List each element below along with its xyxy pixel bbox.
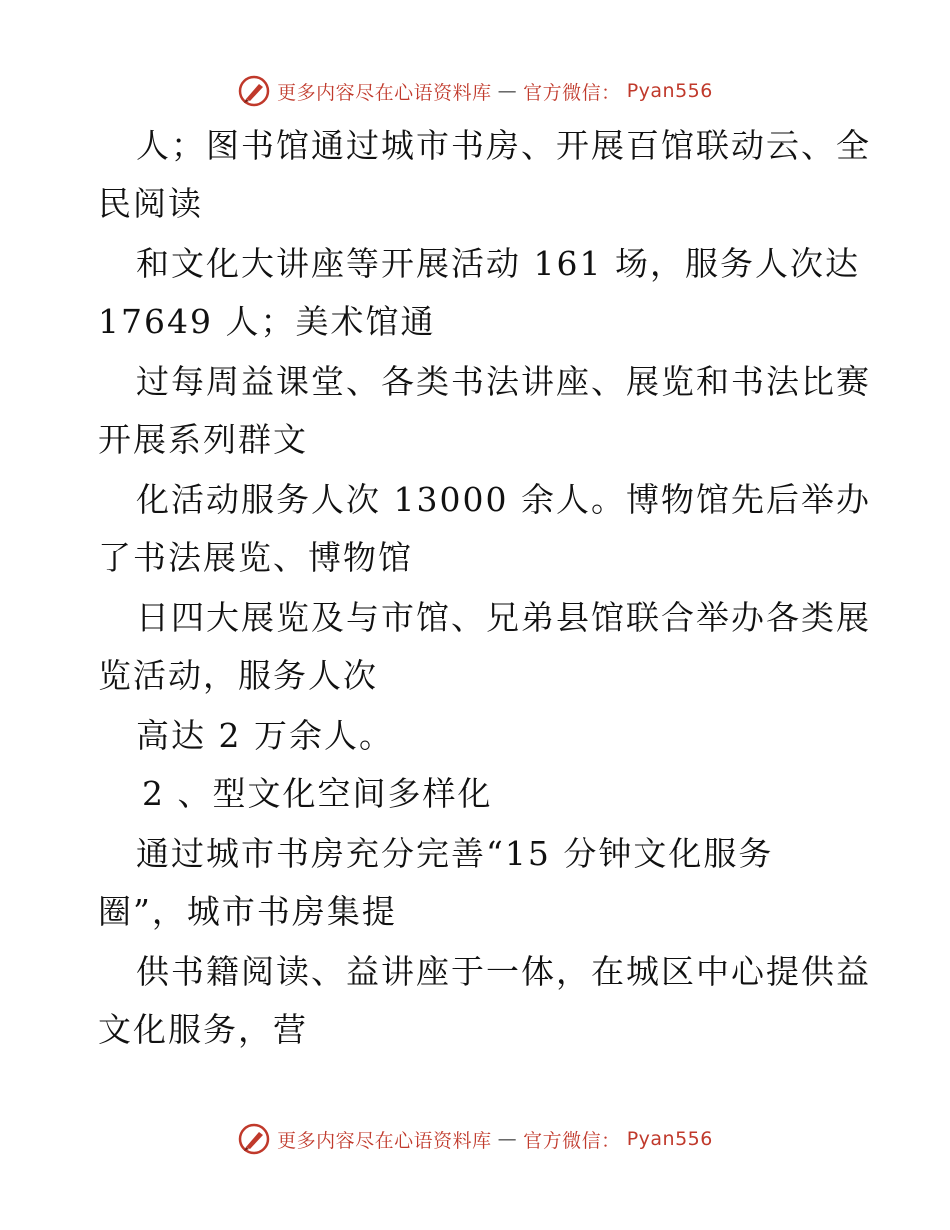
header-watermark xyxy=(0,74,950,108)
text-line: 17649 人；美术馆通 xyxy=(98,302,436,341)
watermark-label: 官方微信： xyxy=(523,1129,621,1152)
watermark-text: 更多内容尽在心语资料库 xyxy=(277,81,492,104)
text-line: 览活动，服务人次 xyxy=(98,656,378,695)
watermark-dash: — xyxy=(497,80,518,102)
text-line: 日四大展览及与市馆、兄弟县馆联合举办各类展 xyxy=(136,598,871,637)
watermark-text: 更多内容尽在心语资料库 xyxy=(277,1129,492,1152)
text-line: 和文化大讲座等开展活动 161 场，服务人次达 xyxy=(136,244,860,283)
text-line: 过每周益课堂、各类书法讲座、展览和书法比赛 xyxy=(136,362,871,401)
text-line: 供书籍阅读、益讲座于一体，在城区中心提供益 xyxy=(136,952,871,991)
watermark-label: 官方微信： xyxy=(523,81,621,104)
text-line: 民阅读 xyxy=(98,184,203,223)
text-line: 人；图书馆通过城市书房、开展百馆联动云、全 xyxy=(136,126,871,165)
text-line: 通过城市书房充分完善“15 分钟文化服务 xyxy=(136,834,774,873)
pen-logo-icon xyxy=(237,1122,271,1156)
text-line: 圈”，城市书房集提 xyxy=(98,892,397,931)
text-line: 化活动服务人次 13000 余人。博物馆先后举办 xyxy=(136,480,871,519)
pen-logo-icon xyxy=(237,74,271,108)
section-heading: 2 、型文化空间多样化 xyxy=(142,774,493,813)
text-line: 文化服务，营 xyxy=(98,1010,308,1049)
watermark-wechat-id: Pyan556 xyxy=(626,80,713,102)
text-line: 高达 2 万余人。 xyxy=(136,716,394,755)
watermark-dash: — xyxy=(497,1128,518,1150)
footer-watermark xyxy=(0,1122,950,1156)
text-line: 开展系列群文 xyxy=(98,420,308,459)
watermark-wechat-id: Pyan556 xyxy=(626,1128,713,1150)
text-line: 了书法展览、博物馆 xyxy=(98,538,413,577)
